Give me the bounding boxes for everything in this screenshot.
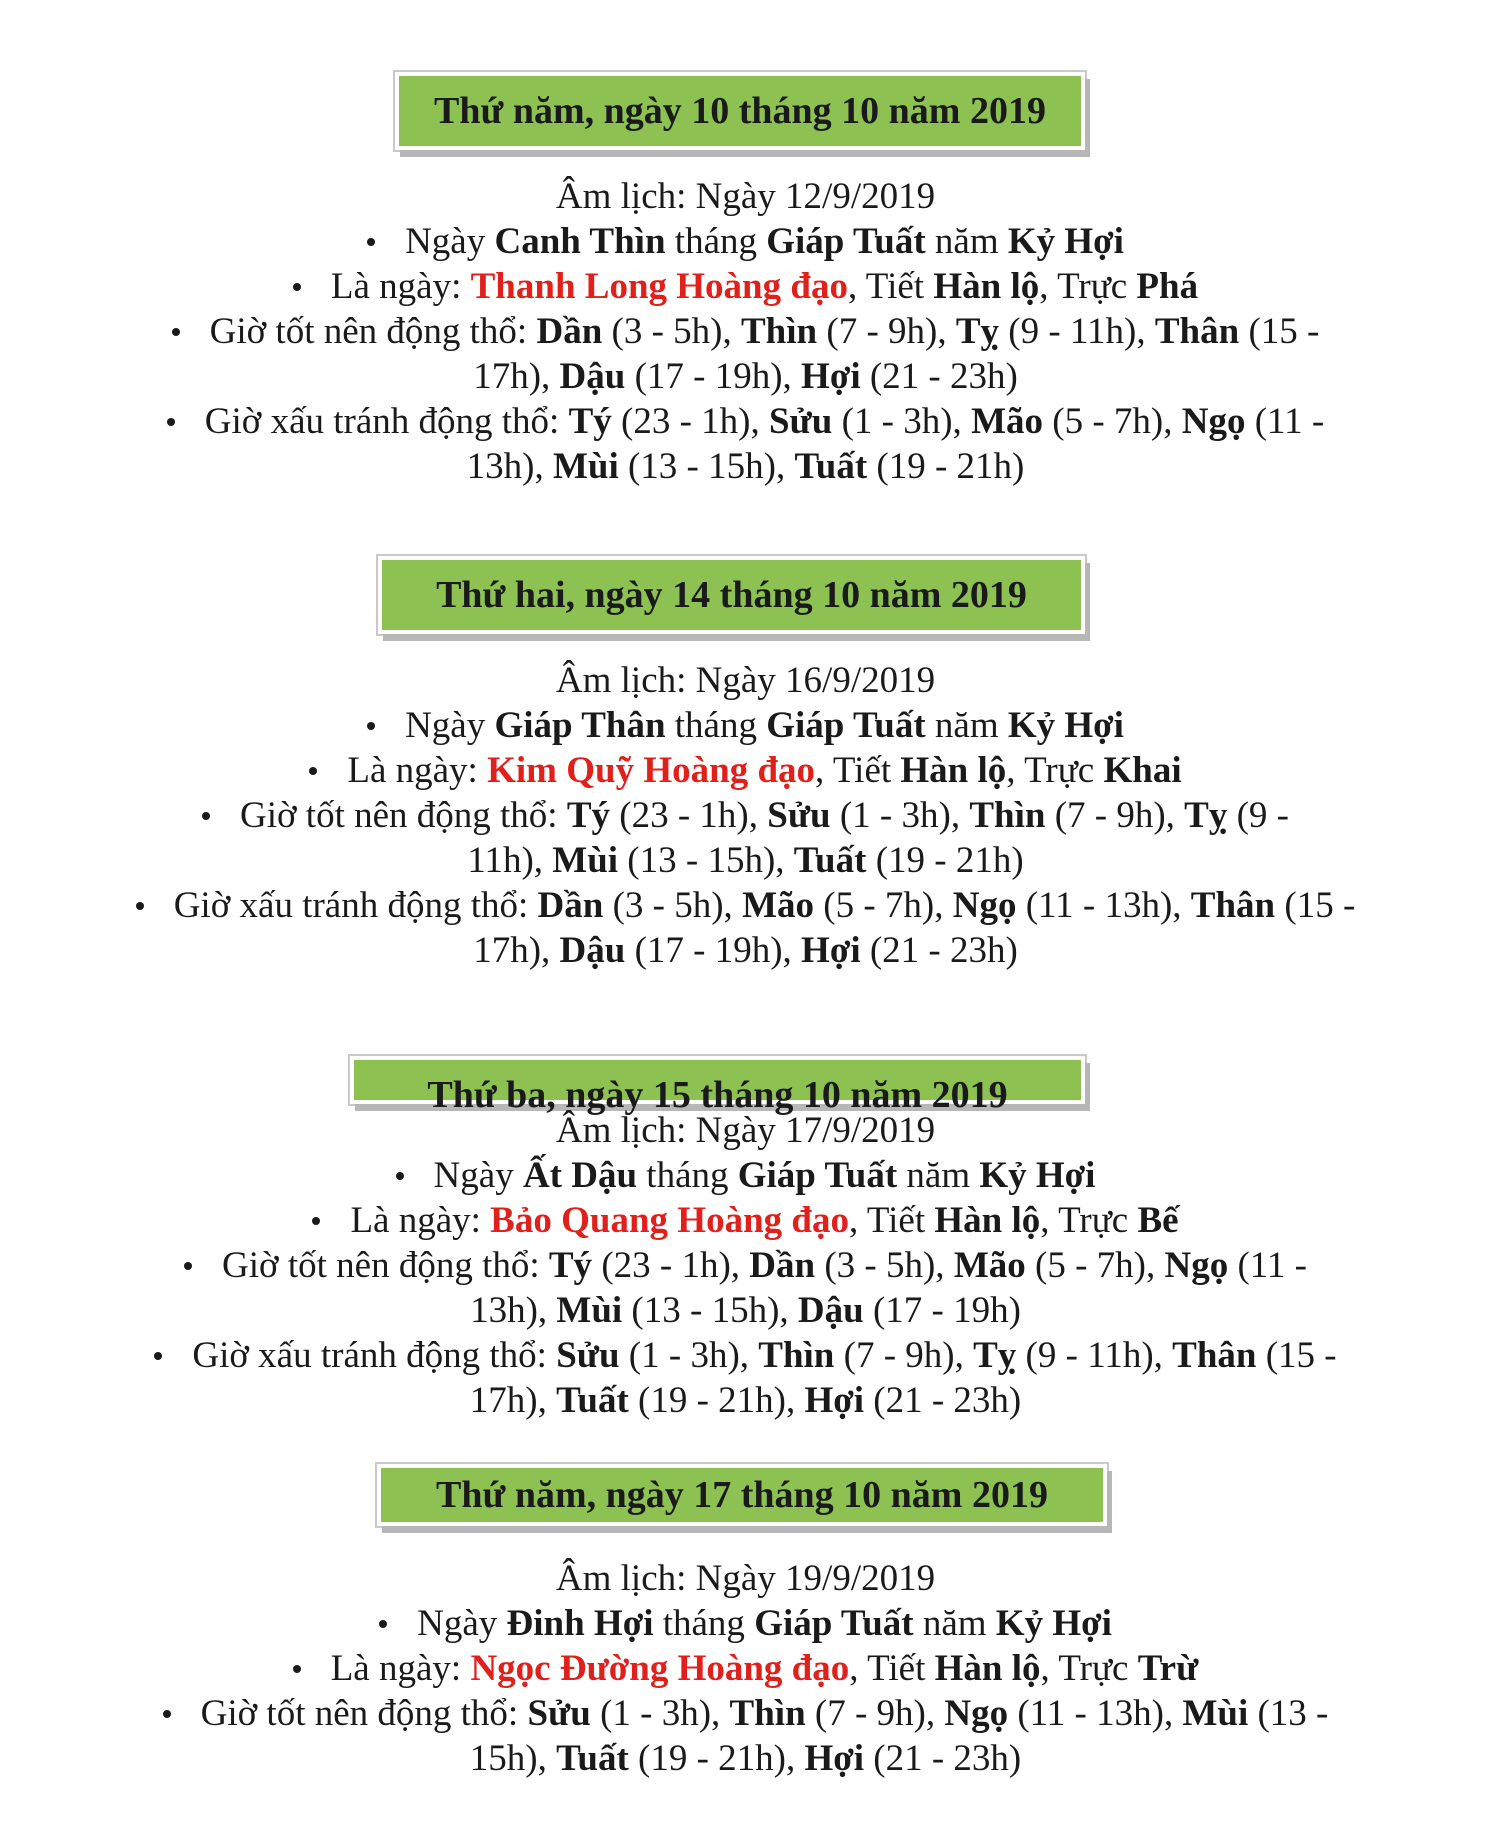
bad-hours-line: Giờ xấu tránh động thổ: Sửu (1 - 3h), Thìn (7 - 9h), Tỵ (9 - 11h), Thân (15 -: [0, 1333, 1491, 1378]
hour-name: Hợi: [801, 930, 861, 971]
hour-range: (5 - 7h),: [1025, 1245, 1165, 1286]
hour-range: (11 -: [1228, 1245, 1307, 1286]
day-title: Thứ năm, ngày 10 tháng 10 năm 2019: [434, 90, 1046, 132]
bullet-icon: [293, 283, 301, 291]
bullet-icon: [172, 328, 180, 336]
hour-range: (17 - 19h): [863, 1290, 1021, 1331]
good-hours-line: Giờ tốt nên động thổ: Dần (3 - 5h), Thìn (7 - 9h), Tỵ (9 - 11h), Thân (15 -: [0, 309, 1491, 354]
day-type-line: Là ngày: Bảo Quang Hoàng đạo, Tiết Hàn lộ, Trực Bế: [0, 1198, 1491, 1243]
hour-name: Tuất: [556, 1380, 629, 1421]
hour-name: Dần: [536, 311, 603, 352]
hour-range: (5 - 7h),: [1043, 401, 1182, 442]
hour-name: Thân: [1190, 885, 1276, 926]
hour-name: Tuất: [793, 840, 867, 881]
day-section: [0, 72, 1491, 489]
hour-range: (23 - 1h),: [610, 795, 768, 836]
lunar-date: Âm lịch: Ngày 17/9/2019: [555, 1110, 936, 1151]
can-chi-line: Ngày Đinh Hợi tháng Giáp Tuất năm Kỷ Hợi: [0, 1601, 1491, 1646]
hour-range: (9 - 11h),: [1016, 1335, 1173, 1376]
day-type-line: Là ngày: Kim Quỹ Hoàng đạo, Tiết Hàn lộ, Trực Khai: [0, 748, 1491, 793]
hour-range: (19 - 21h),: [628, 1738, 805, 1779]
lunar-date: Âm lịch: Ngày 16/9/2019: [555, 660, 936, 701]
hour-name: Ngọ: [1181, 401, 1246, 442]
hour-range: 13h),: [466, 446, 553, 487]
bullet-icon: [163, 1710, 171, 1718]
bullet-icon: [154, 1352, 162, 1360]
hour-name: Hợi: [804, 1380, 865, 1421]
hour-name: Thân: [1172, 1335, 1257, 1376]
hour-name: Thìn: [741, 311, 818, 352]
hour-name: Tỵ: [955, 311, 1000, 352]
hour-name: Sửu: [767, 795, 831, 836]
can-chi-line: Ngày Giáp Thân tháng Giáp Tuất năm Kỷ Hợi: [0, 703, 1491, 748]
lunar-date: Âm lịch: Ngày 12/9/2019: [555, 176, 936, 217]
hour-range: 13h),: [470, 1290, 557, 1331]
bad-hours-line-cont: [0, 1378, 1491, 1423]
bullet-icon: [293, 1665, 301, 1673]
hour-range: (11 - 13h),: [1008, 1693, 1183, 1734]
hour-range: (1 - 3h),: [832, 401, 972, 442]
hour-name: Thìn: [758, 1335, 835, 1376]
hour-range: (1 - 3h),: [830, 795, 970, 836]
good-hours-line: Giờ tốt nên động thổ: Sửu (1 - 3h), Thìn (7 - 9h), Ngọ (11 - 13h), Mùi (13 -: [0, 1691, 1491, 1736]
hour-range: (19 - 21h),: [628, 1380, 805, 1421]
hour-range: (5 - 7h),: [814, 885, 953, 926]
hour-range: (13 - 15h),: [618, 446, 795, 487]
hour-name: Tý: [568, 401, 612, 442]
hour-range: 11h),: [467, 840, 553, 881]
hour-name: Dần: [537, 885, 604, 926]
hour-range: (3 - 5h),: [602, 311, 741, 352]
day-type-line: Là ngày: Ngọc Đường Hoàng đạo, Tiết Hàn lộ, Trực Trừ: [0, 1646, 1491, 1691]
day-type-line: Là ngày: Thanh Long Hoàng đạo, Tiết Hàn lộ, Trực Phá: [0, 264, 1491, 309]
bullet-icon: [184, 1262, 192, 1270]
hour-name: Tỵ: [1184, 795, 1228, 836]
bullet-icon: [136, 902, 144, 910]
day-section: [0, 556, 1491, 973]
hour-name: Thân: [1154, 311, 1240, 352]
hour-name: Mùi: [556, 1290, 623, 1331]
hour-name: Tuất: [794, 446, 868, 487]
hoang-dao-name: Ngọc Đường Hoàng đạo: [470, 1648, 850, 1689]
hour-name: Hợi: [804, 1738, 865, 1779]
hoang-dao-name: Bảo Quang Hoàng đạo: [490, 1200, 849, 1241]
hoang-dao-name: Thanh Long Hoàng đạo: [470, 266, 848, 307]
hour-range: 15h),: [469, 1738, 557, 1779]
hour-name: Sửu: [768, 401, 833, 442]
hour-range: (21 - 23h): [860, 930, 1018, 971]
hour-range: (13 - 15h),: [618, 840, 794, 881]
day-title: Thứ hai, ngày 14 tháng 10 năm 2019: [436, 574, 1027, 616]
day-section: [0, 1056, 1491, 1423]
hour-range: (9 -: [1227, 795, 1290, 836]
hoang-dao-name: Kim Quỹ Hoàng đạo: [487, 750, 816, 791]
hour-range: (17 - 19h),: [625, 356, 802, 397]
hour-name: Mão: [971, 401, 1043, 442]
hour-range: (7 - 9h),: [805, 1693, 945, 1734]
hour-range: (9 - 11h),: [999, 311, 1155, 352]
good-hours-line: Giờ tốt nên động thổ: Tý (23 - 1h), Sửu (1 - 3h), Thìn (7 - 9h), Tỵ (9 -: [0, 793, 1491, 838]
good-hours-line-cont: [0, 1288, 1491, 1333]
bullet-icon: [312, 1217, 320, 1225]
day-title-banner: [378, 556, 1085, 634]
bad-hours-line-cont: [0, 928, 1491, 973]
hour-name: Dậu: [797, 1290, 864, 1331]
hour-range: (3 - 5h),: [603, 885, 743, 926]
hour-name: Sửu: [556, 1335, 620, 1376]
hour-name: Tỵ: [973, 1335, 1017, 1376]
hour-name: Ngọ: [952, 885, 1017, 926]
hour-range: (21 - 23h): [860, 356, 1018, 397]
can-chi-line: Ngày Ất Dậu tháng Giáp Tuất năm Kỷ Hợi: [0, 1153, 1491, 1198]
day-title-banner: [377, 1464, 1107, 1526]
hour-range: (7 - 9h),: [1045, 795, 1185, 836]
hour-name: Tý: [548, 1245, 593, 1286]
hour-range: (17 - 19h),: [625, 930, 802, 971]
hour-range: (23 - 1h),: [611, 401, 769, 442]
bullet-icon: [167, 418, 175, 426]
bullet-icon: [367, 238, 375, 246]
bad-hours-line: Giờ xấu tránh động thổ: Tý (23 - 1h), Sửu (1 - 3h), Mão (5 - 7h), Ngọ (11 -: [0, 399, 1491, 444]
bullet-icon: [379, 1620, 387, 1628]
hour-name: Dần: [749, 1245, 816, 1286]
good-hours-line-cont: [0, 1736, 1491, 1781]
hour-range: (3 - 5h),: [815, 1245, 954, 1286]
hour-name: Thìn: [729, 1693, 806, 1734]
hour-name: Sửu: [527, 1693, 591, 1734]
hour-name: Mùi: [552, 446, 619, 487]
hour-range: (21 - 23h): [864, 1738, 1022, 1779]
lunar-date: Âm lịch: Ngày 19/9/2019: [555, 1558, 936, 1599]
good-hours-line-cont: [0, 354, 1491, 399]
hour-range: (19 - 21h): [866, 840, 1024, 881]
hour-range: 17h),: [473, 356, 560, 397]
hour-range: (15 -: [1239, 311, 1320, 352]
bad-hours-line: Giờ xấu tránh động thổ: Dần (3 - 5h), Mão (5 - 7h), Ngọ (11 - 13h), Thân (15 -: [0, 883, 1491, 928]
hour-range: (21 - 23h): [864, 1380, 1022, 1421]
bullet-icon: [367, 722, 375, 730]
hour-range: (7 - 9h),: [834, 1335, 974, 1376]
bullet-icon: [202, 812, 210, 820]
hour-range: (19 - 21h): [867, 446, 1025, 487]
day-title: Thứ ba, ngày 15 tháng 10 năm 2019: [427, 1074, 1008, 1116]
bullet-icon: [396, 1172, 404, 1180]
hour-name: Ngọ: [944, 1693, 1009, 1734]
hour-range: 17h),: [469, 1380, 557, 1421]
hour-name: Ngọ: [1164, 1245, 1229, 1286]
day-title: Thứ năm, ngày 17 tháng 10 năm 2019: [436, 1474, 1048, 1516]
hour-range: (11 - 13h),: [1016, 885, 1191, 926]
hour-range: (1 - 3h),: [619, 1335, 759, 1376]
hour-name: Mùi: [1182, 1693, 1249, 1734]
can-chi-line: Ngày Canh Thìn tháng Giáp Tuất năm Kỷ Hợi: [0, 219, 1491, 264]
hour-name: Mùi: [552, 840, 619, 881]
hour-range: (15 -: [1256, 1335, 1337, 1376]
hour-name: Hợi: [801, 356, 861, 397]
hour-name: Tý: [566, 795, 611, 836]
hour-name: Dậu: [559, 356, 626, 397]
hour-range: (23 - 1h),: [592, 1245, 750, 1286]
hour-name: Mão: [953, 1245, 1026, 1286]
hour-range: (13 - 15h),: [622, 1290, 798, 1331]
bullet-icon: [309, 767, 317, 775]
hour-name: Tuất: [556, 1738, 629, 1779]
good-hours-line-cont: [0, 838, 1491, 883]
hour-range: 17h),: [473, 930, 560, 971]
hour-range: (11 -: [1245, 401, 1325, 442]
hour-range: (7 - 9h),: [817, 311, 956, 352]
hour-name: Mão: [742, 885, 814, 926]
hour-name: Thìn: [969, 795, 1046, 836]
hour-range: (13 -: [1248, 1693, 1329, 1734]
hour-range: (1 - 3h),: [590, 1693, 730, 1734]
good-hours-line: Giờ tốt nên động thổ: Tý (23 - 1h), Dần (3 - 5h), Mão (5 - 7h), Ngọ (11 -: [0, 1243, 1491, 1288]
day-title-banner: [350, 1056, 1085, 1116]
hour-name: Dậu: [559, 930, 626, 971]
bad-hours-line-cont: [0, 444, 1491, 489]
day-title-banner: [395, 72, 1085, 150]
day-section: [0, 1464, 1491, 1781]
hour-range: (15 -: [1275, 885, 1356, 926]
